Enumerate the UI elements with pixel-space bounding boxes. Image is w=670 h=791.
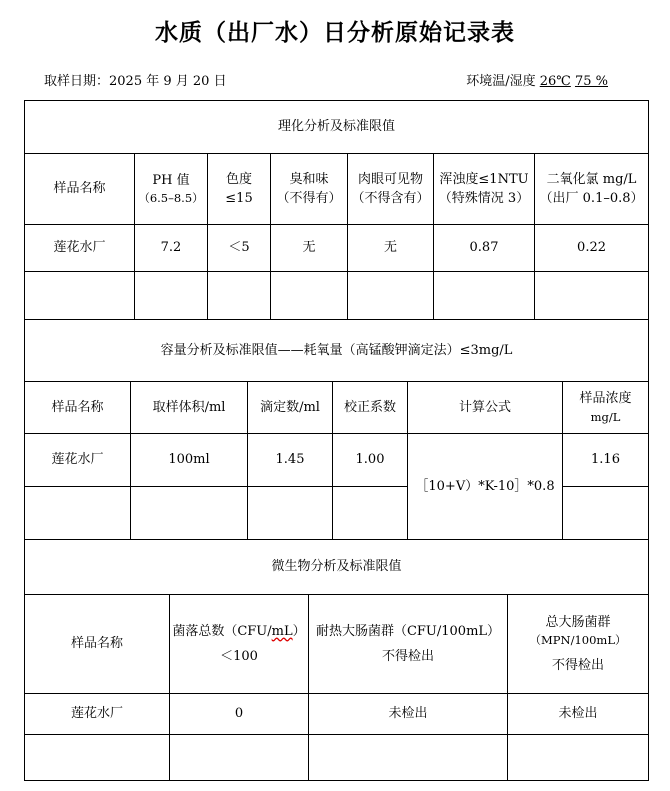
empty-cell: [25, 487, 131, 540]
header-concentration-label: 样品浓度: [579, 391, 632, 407]
colony-label-unit: mL: [271, 623, 293, 639]
header-colony-label: [172, 622, 306, 642]
header-sample-name: 样品名称: [25, 154, 135, 225]
table-row: [25, 694, 649, 735]
cell-titration: 1.45: [248, 434, 333, 487]
header-visible-label: 肉眼可见物: [357, 171, 423, 187]
header-visible-limit: （不得含有）: [351, 191, 430, 206]
empty-cell: [170, 735, 309, 781]
cell-sample: 莲花水厂: [25, 434, 131, 487]
cell-formula: ［10+V）*K-10］*0.8: [408, 434, 563, 540]
colony-label-text: 菌落总数（CFU/: [172, 623, 272, 639]
table-row: [25, 225, 649, 272]
volumetric-section-title: 容量分析及标准限值——耗氧量（高锰酸钾滴定法）≤3mg/L: [25, 320, 649, 382]
cell-concentration: 1.16: [563, 434, 649, 487]
header-odor: [271, 154, 348, 225]
empty-cell: [248, 487, 333, 540]
header-sample-name: 样品名称: [25, 595, 170, 694]
cell-color: ＜5: [208, 225, 271, 272]
header-chlorine: [535, 154, 649, 225]
empty-cell: [271, 272, 348, 320]
env-temp-value: 26℃: [539, 74, 571, 89]
empty-cell: [508, 735, 649, 781]
header-ph: [135, 154, 208, 225]
cell-chlorine: 0.22: [535, 225, 649, 272]
physchem-section-title: 理化分析及标准限值: [25, 101, 649, 154]
empty-cell: [434, 272, 535, 320]
header-ph-label: PH 值: [152, 172, 190, 188]
header-turbidity-limit: （特殊情况 3）: [438, 191, 530, 206]
header-ph-range: （6.5–8.5）: [138, 191, 204, 206]
header-total-label: 总大肠菌群: [545, 614, 611, 630]
header-correction: 校正系数: [333, 382, 408, 434]
header-titration: 滴定数/ml: [248, 382, 333, 434]
table-row-empty: [25, 272, 649, 320]
cell-colony: 0: [170, 694, 309, 735]
env-label: 环境温/湿度: [466, 74, 536, 89]
cell-correction: 1.00: [333, 434, 408, 487]
cell-thermo: 未检出: [309, 694, 508, 735]
cell-turbidity: 0.87: [434, 225, 535, 272]
volumetric-table: [24, 319, 649, 540]
header-odor-label: 臭和味: [289, 171, 329, 187]
header-total-unit: （MPN/100mL）: [529, 633, 627, 648]
header-thermo-label: 耐热大肠菌群（CFU/100mL）: [315, 623, 501, 639]
header-odor-limit: （不得有）: [276, 191, 342, 206]
env-humidity-value: 75 %: [574, 74, 608, 89]
header-thermo: [309, 595, 508, 694]
sample-date-label: 取样日期：: [44, 74, 110, 89]
empty-cell: [25, 735, 170, 781]
cell-volume: 100ml: [131, 434, 248, 487]
header-thermo-limit: 不得检出: [381, 649, 434, 664]
empty-cell: [208, 272, 271, 320]
header-chlorine-label: 二氧化氯 mg/L: [546, 171, 637, 187]
page-title: 水质（出厂水）日分析原始记录表: [155, 19, 515, 46]
micro-section-title: 微生物分析及标准限值: [25, 540, 649, 595]
sample-date-value: 2025 年 9 月 20 日: [109, 74, 227, 89]
table-row-empty: [25, 735, 649, 781]
empty-cell: [131, 487, 248, 540]
empty-cell: [348, 272, 434, 320]
header-volume: 取样体积/ml: [131, 382, 248, 434]
empty-cell: [25, 272, 135, 320]
header-sample-name: 样品名称: [25, 382, 131, 434]
header-total-limit: 不得检出: [552, 657, 605, 673]
colony-label-end: ）: [292, 623, 306, 639]
cell-odor: 无: [271, 225, 348, 272]
header-colony: [170, 595, 309, 694]
header-total-coliform: [508, 595, 649, 694]
empty-cell: [333, 487, 408, 540]
cell-visible: 无: [348, 225, 434, 272]
table-row: [25, 434, 649, 487]
header-turbidity-label: 浑浊度≤1NTU: [439, 171, 529, 187]
header-turbidity: [434, 154, 535, 225]
empty-cell: [309, 735, 508, 781]
header-concentration: [563, 382, 649, 434]
environment-conditions: [466, 70, 608, 89]
header-color: [208, 154, 271, 225]
micro-table: [24, 539, 649, 781]
header-chlorine-limit: （出厂 0.1–0.8）: [539, 191, 644, 206]
empty-cell: [563, 487, 649, 540]
header-color-limit: ≤15: [225, 191, 253, 206]
header-color-label: 色度: [225, 171, 252, 187]
cell-total-coliform: 未检出: [508, 694, 649, 735]
sample-date: [44, 70, 227, 89]
header-colony-limit: ＜100: [220, 649, 258, 664]
header-concentration-unit: mg/L: [590, 409, 621, 424]
cell-sample: 莲花水厂: [25, 225, 135, 272]
cell-ph: 7.2: [135, 225, 208, 272]
cell-sample: 莲花水厂: [25, 694, 170, 735]
empty-cell: [135, 272, 208, 320]
header-visible: [348, 154, 434, 225]
header-formula: 计算公式: [408, 382, 563, 434]
empty-cell: [535, 272, 649, 320]
physchem-table: [24, 100, 649, 320]
